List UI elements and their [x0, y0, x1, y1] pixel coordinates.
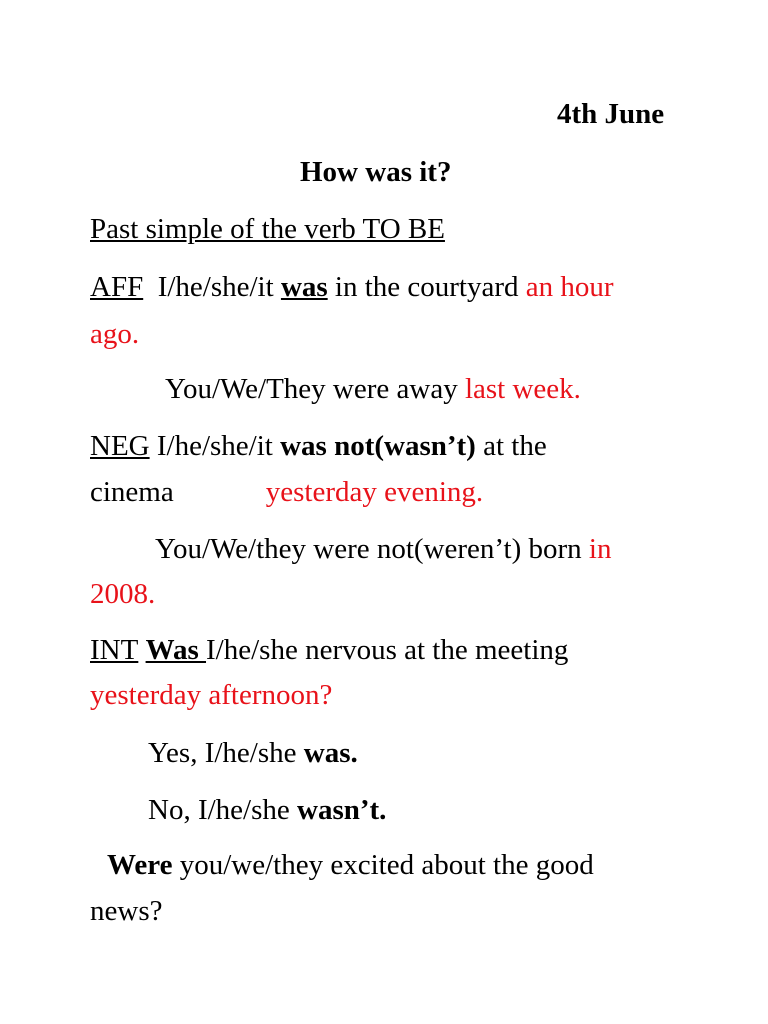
neg-plural-time: in	[588, 533, 612, 565]
neg-post: at the	[475, 430, 547, 462]
int-were-line-1	[107, 851, 594, 880]
aff-line-2: ago.	[90, 318, 140, 350]
neg-plural-text: You/We/they were not(weren’t) born	[155, 533, 589, 565]
int-label: INT	[90, 634, 139, 666]
section-subtitle: Past simple of the verb TO BE	[90, 213, 445, 245]
neg-verb: was not(wasn’t)	[280, 430, 476, 462]
neg-line-2	[90, 478, 483, 507]
neg-subject: I/he/she/it	[149, 430, 281, 462]
aff-line-1	[90, 273, 614, 302]
int-question: I/he/she nervous at the meeting	[206, 634, 569, 666]
neg-place: cinema	[90, 476, 174, 508]
aff-subject: I/he/she/it	[157, 271, 274, 303]
int-no-answer	[148, 796, 386, 825]
aff-plural-text: You/We/They were away	[165, 373, 465, 405]
neg-line-3	[155, 535, 611, 564]
neg-line-1	[90, 432, 547, 461]
neg-time-expression: yesterday evening.	[265, 476, 484, 508]
yes-text: Yes, I/he/she	[148, 737, 304, 769]
int-verb: Was	[145, 634, 207, 666]
aff-label: AFF	[90, 271, 144, 303]
no-verb: wasn’t.	[297, 794, 387, 826]
aff-plural-time: last week.	[464, 373, 581, 405]
page-title: How was it?	[300, 156, 452, 188]
int-line-1	[90, 636, 568, 665]
neg-label: NEG	[90, 430, 150, 462]
yes-verb: was.	[303, 737, 358, 769]
were-question: you/we/they excited about the good	[172, 849, 594, 881]
were-verb: Were	[107, 849, 173, 881]
aff-line-3	[165, 375, 581, 404]
aff-time-expression: an hour	[525, 271, 614, 303]
date-heading: 4th June	[557, 98, 665, 130]
int-yes-answer	[148, 739, 358, 768]
neg-line-4: 2008.	[90, 578, 156, 610]
aff-verb: was	[280, 271, 328, 303]
int-line-2: yesterday afternoon?	[90, 679, 333, 711]
aff-place: in the courtyard	[327, 271, 526, 303]
int-were-line-2: news?	[90, 895, 163, 927]
no-text: No, I/he/she	[148, 794, 297, 826]
